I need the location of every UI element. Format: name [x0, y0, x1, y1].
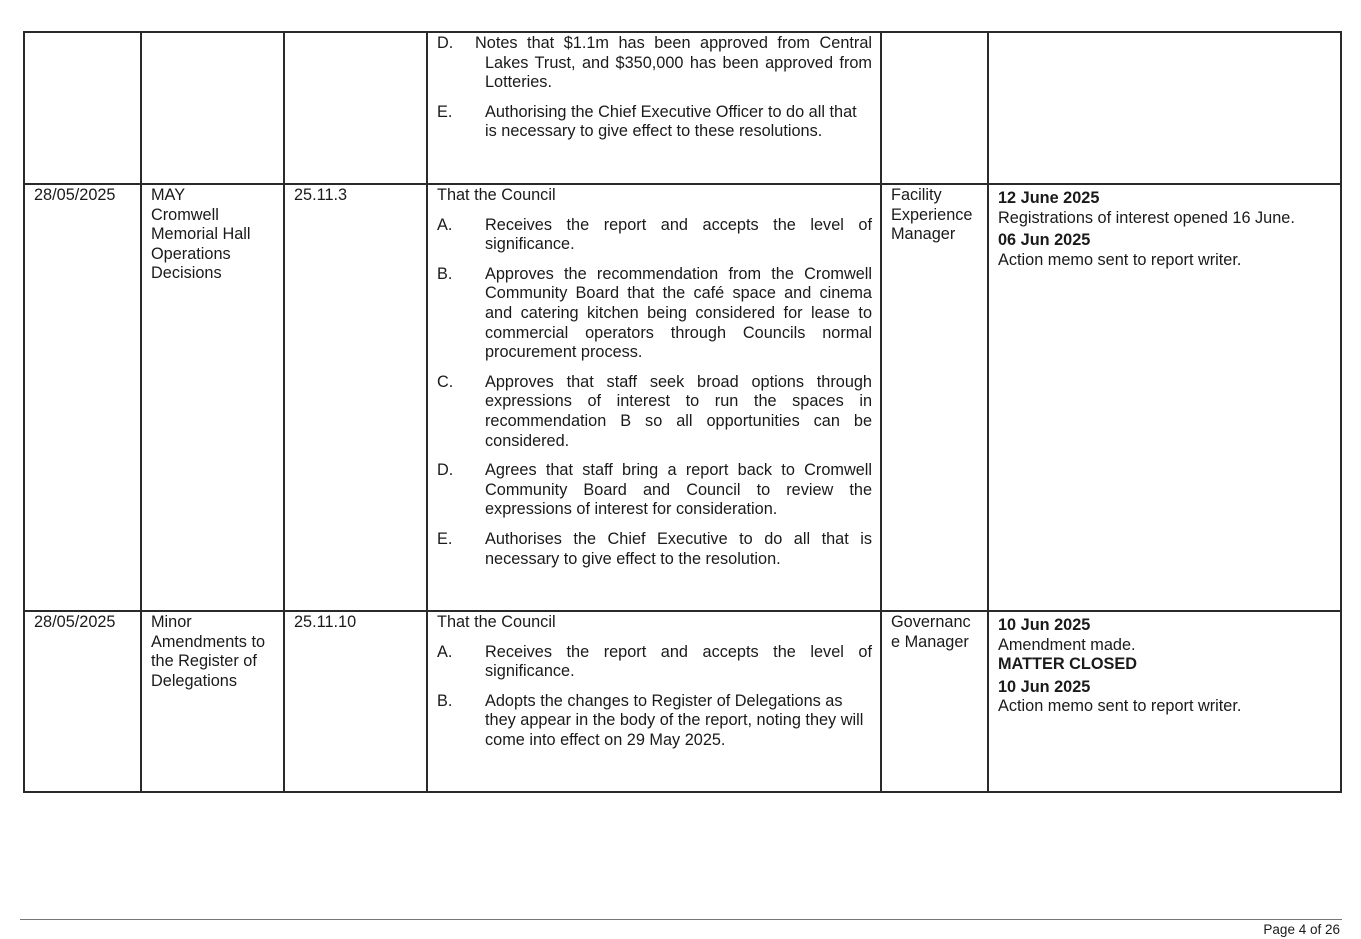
resolution-cell — [427, 611, 881, 792]
status-note: Action memo sent to report writer. — [998, 697, 1242, 716]
meeting-date-cell: 28/05/2025 — [24, 184, 141, 611]
status-note: Action memo sent to report writer. — [998, 250, 1242, 269]
responsible-cell — [881, 32, 988, 184]
status-date: 10 Jun 2025 — [998, 616, 1091, 634]
resolution-cell — [427, 184, 881, 611]
table-row — [24, 184, 1341, 611]
status-note: Amendment made. — [998, 635, 1136, 654]
resolution-item: C. Approves that staff seek broad options through expressions of interest to run the spaces in recommendation B so all opportunities can be considered. — [437, 372, 872, 450]
status-cell — [988, 611, 1341, 792]
resolution-item: A. Receives the report and accepts the level of significance. — [437, 215, 872, 254]
resolution-item: D. Notes that $1.1m has been approved from Central Lakes Trust, and $350,000 has been approved from Lotteries. — [437, 34, 872, 92]
resolution-ref-cell: 25.11.10 — [284, 611, 427, 792]
status-date: 10 Jun 2025 — [998, 677, 1091, 696]
item-title-cell: Minor Amendments to the Register of Delegations — [141, 611, 284, 792]
resolution-item: D. Agrees that staff bring a report back to Cromwell Community Board and Council to review the expressions of interest for consideration. — [437, 461, 872, 519]
resolution-cell — [427, 32, 881, 184]
table-row — [24, 611, 1341, 792]
resolution-intro: That the Council — [437, 186, 556, 204]
footer-divider — [20, 919, 1342, 920]
meeting-date-cell — [24, 32, 141, 184]
status-date: 06 Jun 2025 — [998, 231, 1091, 250]
resolution-item: E. Authorises the Chief Executive to do all that is necessary to give effect to the resolution. — [437, 529, 872, 568]
page-number: Page 4 of 26 — [1263, 922, 1340, 937]
meeting-date-cell: 28/05/2025 — [24, 611, 141, 792]
status-note: Registrations of interest opened 16 June. — [998, 208, 1295, 227]
resolution-item: E. Authorising the Chief Executive Officer to do all that is necessary to give effect to these resolutions. — [437, 102, 857, 141]
resolution-intro: That the Council — [437, 613, 556, 631]
resolution-ref-cell: 25.11.3 — [284, 184, 427, 611]
resolution-item: B. Approves the recommendation from the Cromwell Community Board that the café space and cinema and catering kitchen being considered for lease to commercial operators through Councils normal procurement process. — [437, 264, 872, 362]
resolution-item: A. Receives the report and accepts the level of significance. — [437, 642, 872, 681]
item-title-cell — [141, 32, 284, 184]
responsible-cell: Governanc e Manager — [881, 611, 988, 792]
responsible-cell: Facility Experience Manager — [881, 184, 988, 611]
status-cell — [988, 32, 1341, 184]
status-cell — [988, 184, 1341, 611]
status-date: 12 June 2025 — [998, 189, 1100, 207]
item-title-cell: MAY Cromwell Memorial Hall Operations Decisions — [141, 184, 284, 611]
resolution-ref-cell — [284, 32, 427, 184]
table-row — [24, 32, 1341, 184]
resolution-item: B. Adopts the changes to Register of Delegations as they appear in the body of the report, noting they will come into effect on 29 May 2025. — [437, 691, 864, 749]
matter-closed-label: MATTER CLOSED — [998, 655, 1137, 674]
resolutions-table — [23, 31, 1342, 793]
